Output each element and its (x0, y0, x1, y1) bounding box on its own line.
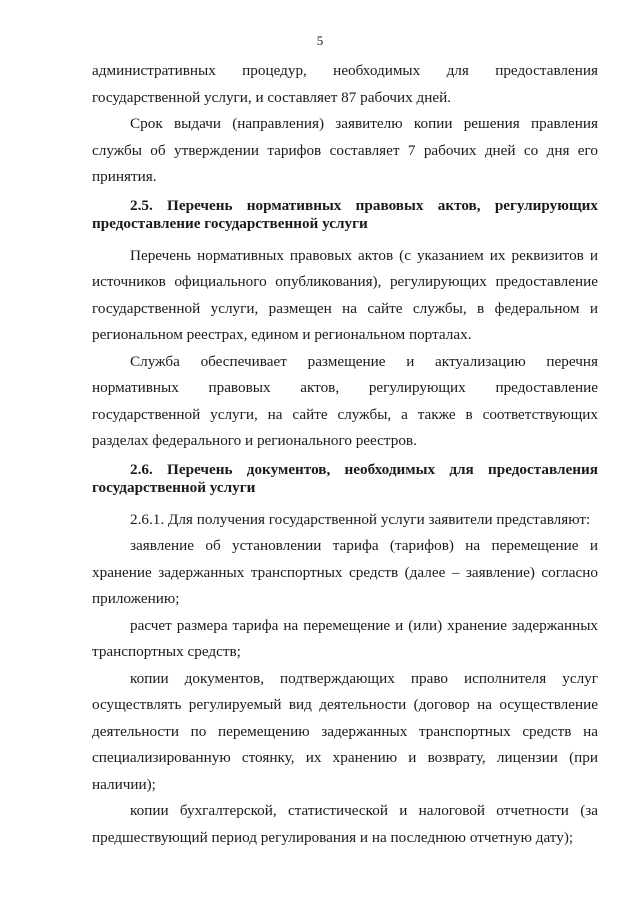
paragraph-continued: административных процедур, необходимых для предоставления государственной услуги, и составляет 87 рабочих дней. (92, 62, 598, 106)
section-heading-2-5: 2.5. Перечень нормативных правовых актов, регулирующих предоставление государственной услуги (92, 196, 598, 232)
document-body (92, 58, 598, 851)
page-number: 5 (316, 33, 324, 48)
list-item-accounting-reports: копии бухгалтерской, статистической и налоговой отчетности (за предшествующий период регулирования и на последнюю отчетную дату); (92, 802, 598, 846)
list-item-tariff-calculation: расчет размера тарифа на перемещение и (или) хранение задержанных транспортных средств; (92, 616, 598, 660)
paragraph-service-updates: Служба обеспечивает размещение и актуализацию перечня нормативных правовых актов, регулирующих предоставление государственной услуги, на сайте службы, а также в соответствующих разделах федерального и регионального реестров. (92, 352, 598, 449)
paragraph-2-6-1: 2.6.1. Для получения государственной услуги заявители представляют: (130, 510, 591, 528)
section-heading-2-6: 2.6. Перечень документов, необходимых для предоставления государственной услуги (92, 460, 598, 496)
list-item-right-documents: копии документов, подтверждающих право исполнителя услуг осуществлять регулируемый вид деятельности (договор на осуществление деятельности по перемещению задержанных транспортных средств на специализированную стоянку, их хранению и возврату, лицензии (при наличии); (92, 669, 598, 793)
list-item-application: заявление об установлении тарифа (тарифов) на перемещение и хранение задержанных транспортных средств (далее – заявление) согласно приложению; (92, 537, 598, 607)
paragraph-issue-term: Срок выдачи (направления) заявителю копии решения правления службы об утверждении тарифов составляет 7 рабочих дней со дня его принятия. (92, 115, 598, 185)
paragraph-legal-acts-list: Перечень нормативных правовых актов (с указанием их реквизитов и источников официального опубликования), регулирующих предоставление государственной услуги, размещен на сайте службы, в федеральном и региональном реестрах, едином и региональном порталах. (92, 246, 598, 343)
